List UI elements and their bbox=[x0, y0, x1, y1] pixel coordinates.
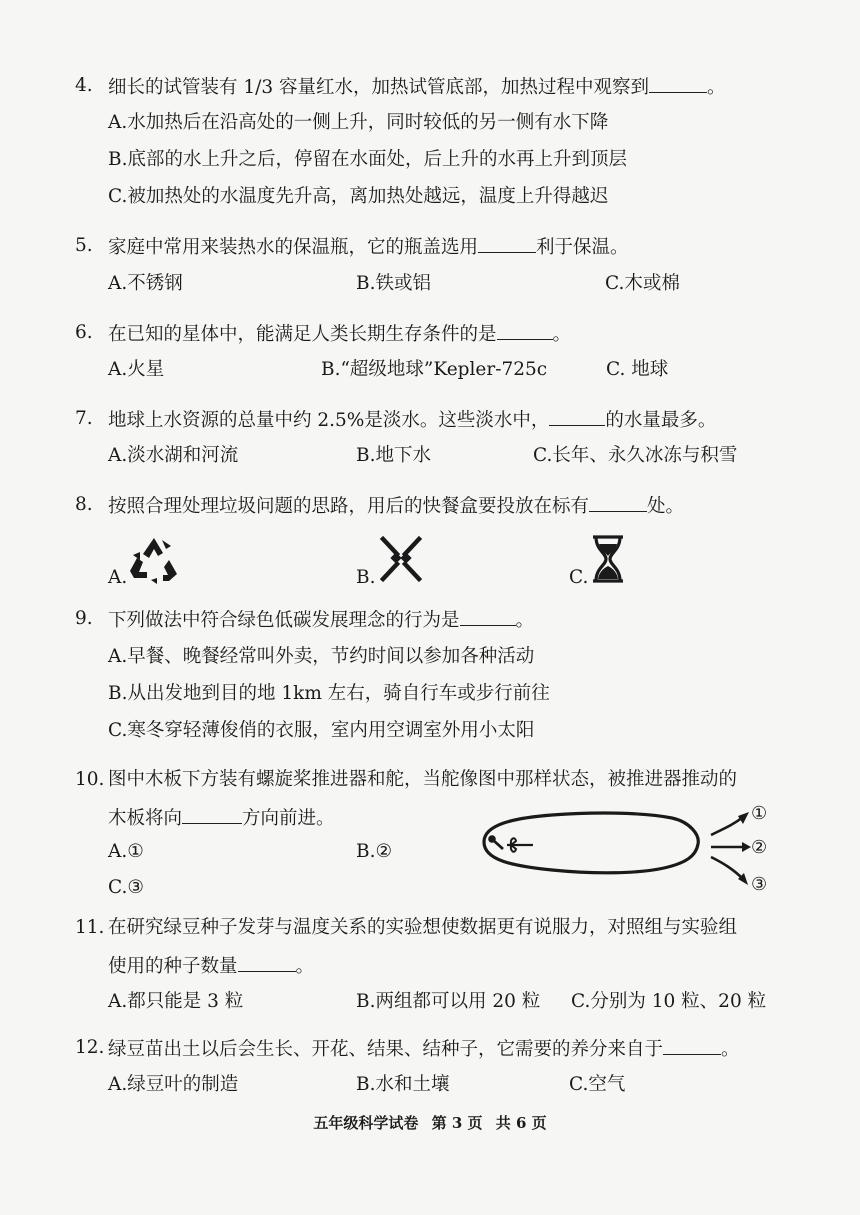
stem-text: 按照合理处理垃圾问题的思路，用后的快餐盒要投放在标有 bbox=[108, 496, 590, 517]
direction-label-2: ② bbox=[751, 837, 768, 858]
option-c: C.③ bbox=[108, 877, 144, 898]
answer-blank[interactable] bbox=[460, 607, 516, 626]
option-a: A.都只能是 3 粒 bbox=[108, 991, 244, 1012]
arrow-direction-3 bbox=[711, 857, 743, 879]
question-stem bbox=[108, 1036, 740, 1062]
option-b: B.“超级地球”Kepler-725c bbox=[321, 359, 548, 380]
question-stem bbox=[108, 234, 629, 260]
question-number: 10. bbox=[75, 769, 105, 790]
stem-text: 家庭中常用来装热水的保温瓶，它的瓶盖选用 bbox=[108, 237, 479, 258]
stem-text: 利于保温。 bbox=[536, 237, 629, 258]
question-number: 5. bbox=[75, 235, 93, 256]
hazardous-waste-icon bbox=[590, 534, 626, 584]
answer-blank[interactable] bbox=[663, 1036, 721, 1055]
question-stem bbox=[108, 493, 684, 519]
option-c: C.空气 bbox=[569, 1074, 626, 1095]
question-number: 7. bbox=[75, 408, 93, 429]
option-a: A.火星 bbox=[108, 359, 165, 380]
option-c: C. 地球 bbox=[606, 359, 669, 380]
stem-text: 。 bbox=[552, 324, 572, 345]
board-diagram bbox=[472, 800, 712, 890]
question-number: 8. bbox=[75, 494, 93, 515]
stem-text: 方向前进。 bbox=[242, 808, 335, 829]
option-b: B.铁或铝 bbox=[356, 273, 431, 294]
option-b: B.底部的水上升之后，停留在水面处，后上升的水再上升到顶层 bbox=[108, 149, 627, 170]
not-recyclable-icon bbox=[378, 535, 424, 583]
question-stem bbox=[108, 321, 571, 347]
question-number: 12. bbox=[75, 1037, 105, 1058]
question-stem bbox=[108, 74, 726, 100]
option-b: B.地下水 bbox=[356, 445, 431, 466]
answer-blank[interactable] bbox=[549, 407, 605, 426]
option-a: A.绿豆叶的制造 bbox=[108, 1074, 239, 1095]
question-stem bbox=[108, 407, 716, 433]
stem-text: 地球上水资源的总量中约 2.5%是淡水。这些淡水中， bbox=[108, 410, 550, 431]
question-stem bbox=[108, 805, 335, 831]
stem-text: 下列做法中符合绿色低碳发展理念的行为是 bbox=[108, 610, 460, 631]
option-b: B. bbox=[356, 567, 376, 588]
option-b: B.② bbox=[356, 841, 393, 862]
option-c: C.被加热处的水温度先升高，离加热处越远，温度上升得越迟 bbox=[108, 186, 609, 207]
answer-blank[interactable] bbox=[649, 74, 707, 93]
answer-blank[interactable] bbox=[497, 321, 553, 340]
question-number: 9. bbox=[75, 608, 93, 629]
question-stem: 图中木板下方装有螺旋桨推进器和舵，当舵像图中那样状态，被推进器推动的 bbox=[108, 769, 738, 790]
option-b: B.从出发地到目的地 1km 左右，骑自行车或步行前往 bbox=[108, 683, 550, 704]
stem-text: 细长的试管装有 1/3 容量红水，加热试管底部，加热过程中观察到 bbox=[108, 77, 650, 98]
page-footer bbox=[0, 1112, 860, 1133]
option-c: C.长年、永久冰冻与积雪 bbox=[533, 445, 738, 466]
option-a: A.淡水湖和河流 bbox=[108, 445, 239, 466]
answer-blank[interactable] bbox=[182, 805, 242, 824]
option-a: A.① bbox=[108, 841, 144, 862]
stem-text: 使用的种子数量 bbox=[108, 956, 238, 977]
question-stem: 在研究绿豆种子发芽与温度关系的实验想使数据更有说服力，对照组与实验组 bbox=[108, 917, 738, 938]
stem-text: 。 bbox=[721, 1039, 740, 1060]
direction-label-3: ③ bbox=[751, 874, 768, 895]
propeller-icon bbox=[507, 838, 533, 852]
option-b: B.两组都可以用 20 粒 bbox=[356, 991, 541, 1012]
option-c: C.寒冬穿轻薄俊俏的衣服，室内用空调室外用小太阳 bbox=[108, 720, 535, 741]
arrow-direction-1 bbox=[711, 817, 743, 835]
stem-text: 。 bbox=[295, 956, 315, 977]
footer-page-number: 第 3 页 bbox=[431, 1114, 483, 1132]
stem-text: 在已知的星体中，能满足人类长期生存条件的是 bbox=[108, 324, 497, 345]
option-c: C.木或棉 bbox=[605, 273, 680, 294]
question-stem bbox=[108, 607, 534, 633]
option-a: A. bbox=[108, 567, 128, 588]
question-number: 6. bbox=[75, 322, 93, 343]
option-a: A.早餐、晚餐经常叫外卖，节约时间以参加各种活动 bbox=[108, 646, 535, 667]
option-a: A.不锈钢 bbox=[108, 273, 183, 294]
answer-blank[interactable] bbox=[589, 493, 647, 512]
footer-course: 五年级科学试卷 bbox=[313, 1114, 419, 1132]
question-number: 11. bbox=[75, 917, 105, 938]
recycle-icon bbox=[127, 534, 181, 586]
board-outline bbox=[484, 813, 698, 873]
question-stem bbox=[108, 953, 314, 979]
option-b: B.水和土壤 bbox=[356, 1074, 450, 1095]
rudder bbox=[493, 840, 503, 849]
question-number: 4. bbox=[75, 75, 93, 96]
footer-total-pages: 共 6 页 bbox=[495, 1114, 547, 1132]
stem-text: 木板将向 bbox=[108, 808, 183, 829]
answer-blank[interactable] bbox=[478, 234, 536, 253]
stem-text: 处。 bbox=[647, 496, 685, 517]
stem-text: 绿豆苗出土以后会生长、开花、结果、结种子，它需要的养分来自于 bbox=[108, 1039, 664, 1060]
option-a: A.水加热后在沿高处的一侧上升，同时较低的另一侧有水下降 bbox=[108, 112, 609, 133]
stem-text: 。 bbox=[515, 610, 535, 631]
option-c: C. bbox=[569, 567, 589, 588]
stem-text: 。 bbox=[707, 77, 726, 98]
option-c: C.分别为 10 粒、20 粒 bbox=[571, 991, 767, 1012]
answer-blank[interactable] bbox=[238, 953, 296, 972]
stem-text: 的水量最多。 bbox=[605, 410, 717, 431]
direction-label-1: ① bbox=[751, 803, 768, 824]
